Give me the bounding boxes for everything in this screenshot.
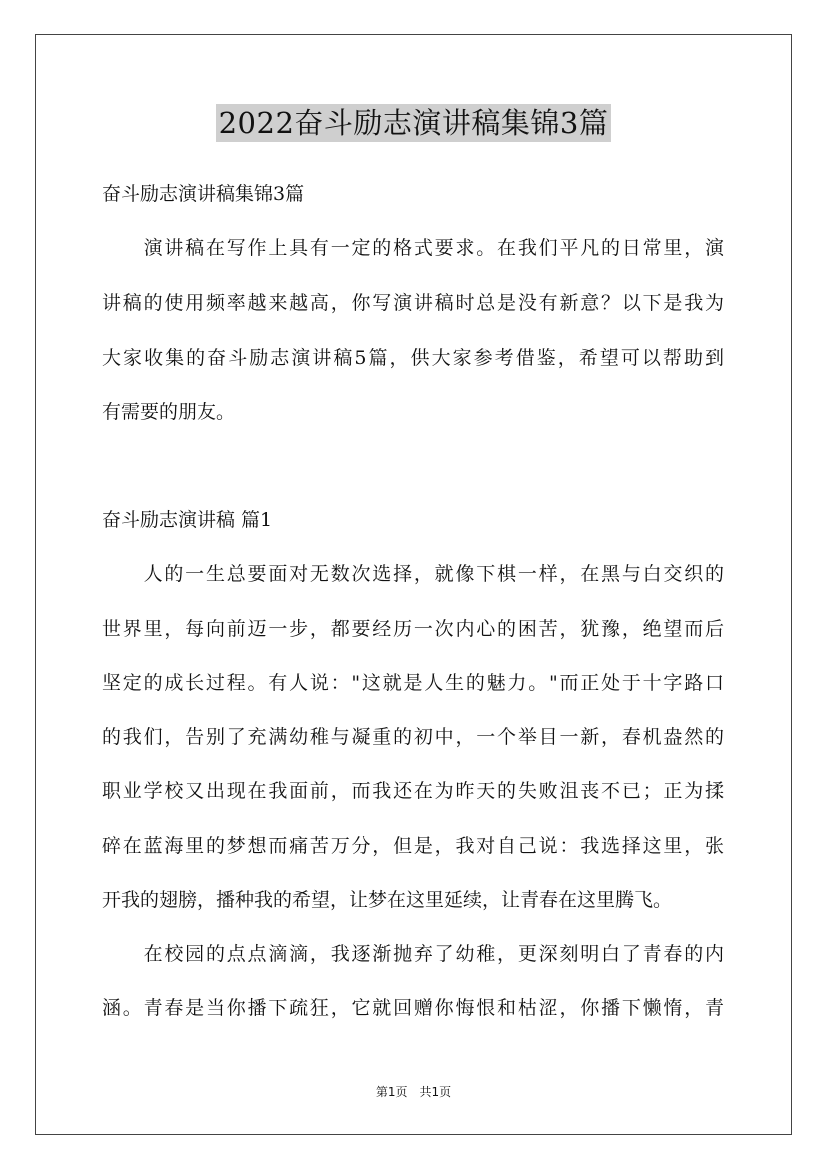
- intro-line: 讲稿的使用频率越来越高，你写演讲稿时总是没有新意？以下是我为: [102, 292, 724, 314]
- section-heading: 奋斗励志演讲稿 篇1: [102, 509, 273, 531]
- body-line: 开我的翅膀，播种我的希望，让梦在这里延续，让青春在这里腾飞。: [102, 889, 673, 911]
- intro-line: 有需要的朋友。: [102, 401, 236, 423]
- title-wrap: [0, 104, 827, 142]
- body-line: 涵。青春是当你播下疏狂，它就回赠你悔恨和枯涩，你播下懒惰，青: [102, 997, 724, 1019]
- document-subtitle: 奋斗励志演讲稿集锦3篇: [102, 183, 305, 205]
- body-line: 坚定的成长过程。有人说："这就是人生的魅力。"而正处于十字路口: [102, 672, 724, 694]
- document-title: 2022奋斗励志演讲稿集锦3篇: [216, 104, 612, 142]
- body-line: 职业学校又出现在我面前，而我还在为昨天的失败沮丧不已；正为揉: [102, 780, 724, 802]
- intro-line: 演讲稿在写作上具有一定的格式要求。在我们平凡的日常里，演: [102, 237, 724, 259]
- body-line: 在校园的点点滴滴，我逐渐抛弃了幼稚，更深刻明白了青春的内: [102, 943, 724, 965]
- body-line: 的我们，告别了充满幼稚与凝重的初中，一个举目一新，春机盎然的: [102, 726, 724, 748]
- body-line: 人的一生总要面对无数次选择，就像下棋一样，在黑与白交织的: [102, 563, 724, 585]
- page-footer: 第1页 共1页: [375, 1085, 452, 1099]
- body-line: 碎在蓝海里的梦想而痛苦万分，但是，我对自己说：我选择这里，张: [102, 835, 724, 857]
- body-line: 世界里，每向前迈一步，都要经历一次内心的困苦，犹豫，绝望而后: [102, 618, 724, 640]
- intro-line: 大家收集的奋斗励志演讲稿5篇，供大家参考借鉴，希望可以帮助到: [102, 347, 724, 369]
